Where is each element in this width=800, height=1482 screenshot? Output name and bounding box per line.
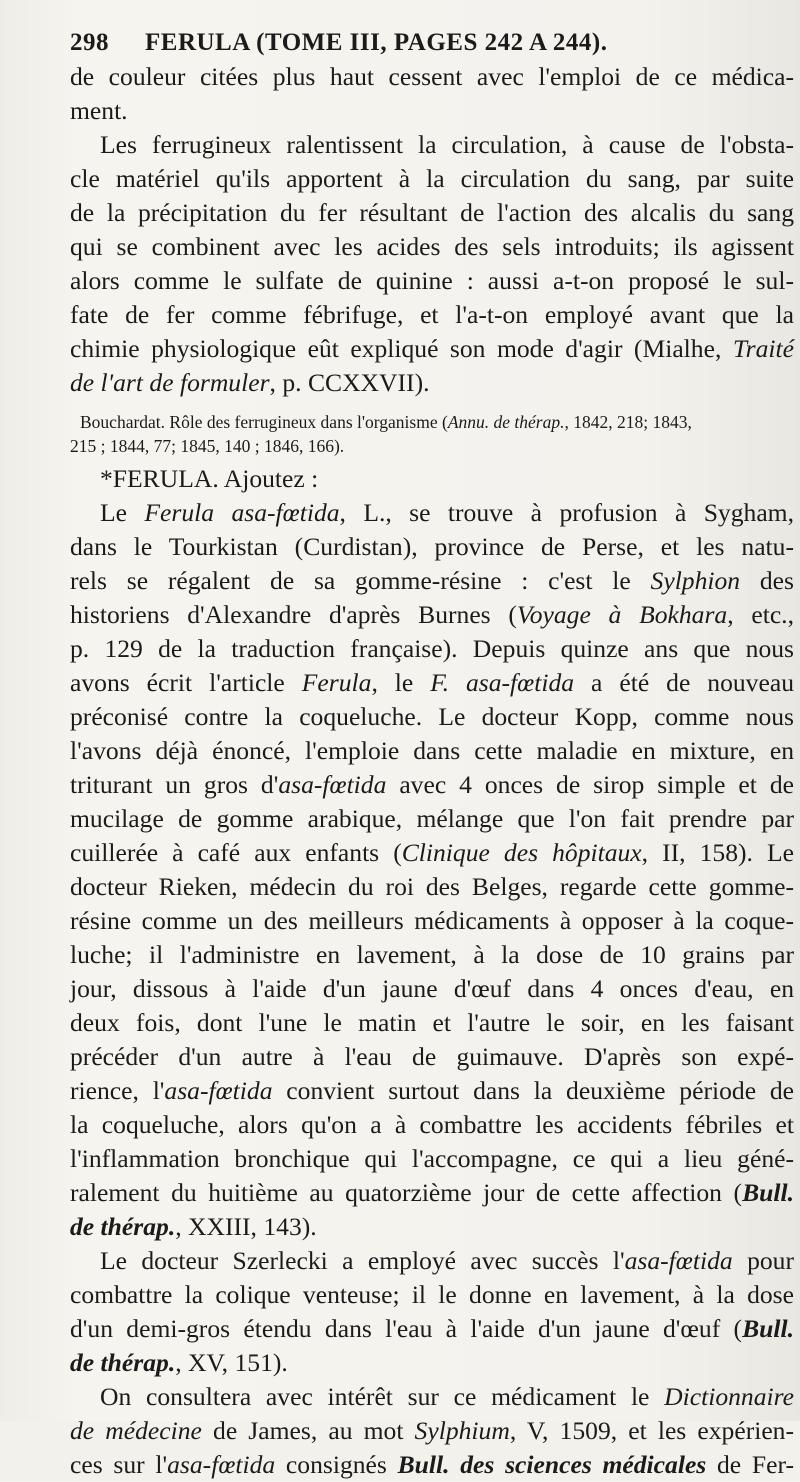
text-line: de médecine de James, au mot Sylphium, V, 1509, et les expérien- [70,1416,795,1445]
bibliography-note [70,410,794,458]
text-line: d'un demi-gros étendu dans l'eau à l'aide d'un jaune d'œuf (Bull. [70,1314,794,1343]
text-line: alors comme le sulfate de quinine : aussi a-t-on proposé le sul- [70,266,794,295]
text-line: dans le Tourkistan (Curdistan), province de Perse, et les natu- [70,532,794,561]
text-line: Le Ferula asa-fœtida, L., se trouve à profusion à Sygham, [100,498,794,527]
text-line: avons écrit l'article Ferula, le F. asa-fœtida a été de nouveau [70,668,794,697]
text-line: rience, l'asa-fœtida convient surtout dans la deuxième période de [70,1076,794,1105]
text-line: rels se régalent de sa gomme-résine : c'est le Sylphion des [70,566,795,595]
text-line: mucilage de gomme arabique, mélange que l'on fait prendre par [70,804,794,833]
text-line: l'avons déjà énoncé, l'emploie dans cette maladie en mixture, en [70,736,794,765]
text-line: l'inflammation bronchique qui l'accompagne, ce qui a lieu géné- [70,1144,794,1173]
text-line: deux fois, dont l'une le matin et l'autre le soir, en les faisant [70,1008,794,1037]
biblio-line: 215 ; 1844, 77; 1845, 140 ; 1846, 166). [70,436,345,456]
text-line: ralement du huitième au quatorzième jour de cette affection (Bull. [70,1178,794,1207]
text-line: ces sur l'asa-fœtida consignés Bull. des sciences médicales de Fer- [70,1450,794,1479]
paragraph-ferrugineux [70,128,794,400]
text-line: fate de fer comme fébrifuge, et l'a-t-on employé avant que la [70,300,794,329]
text-line: triturant un gros d'asa-fœtida avec 4 onces de sirop simple et de [70,770,794,799]
text-line: la coqueluche, alors qu'on a à combattre les accidents fébriles et [70,1110,794,1139]
text-line: de l'art de formuler, p. CCXXVII). [70,368,430,397]
text-line: luche; il l'administre en lavement, à la dose de 10 grains par [70,940,794,969]
text-line: de la précipitation du fer résultant de l'action des alcalis du sang [70,198,794,227]
text-line: de thérap., XV, 151). [70,1348,288,1377]
text-line: On consultera avec intérêt sur ce médicament le Dictionnaire [100,1382,794,1411]
text-line: p. 129 de la traduction française). Depuis quinze ans que nous [70,634,794,663]
text-line: ment. [70,96,128,125]
text-line: résine comme un des meilleurs médicaments à opposer à la coque- [70,906,794,935]
text-line: cuillerée à café aux enfants (Clinique des hôpitaux, II, 158). Le [70,838,794,867]
paragraph-continuation [70,60,794,128]
text-line: docteur Rieken, médecin du roi des Belges, regarde cette gomme- [70,872,794,901]
text-line: de couleur citées plus haut cessent avec l'emploi de ce médica- [70,62,794,91]
biblio-line: Bouchardat. Rôle des ferrugineux dans l'organisme (Annu. de thérap., 1842, 218; 1843, [80,412,692,432]
text-line: précéder d'un autre à l'eau de guimauve. D'après son expé- [70,1042,794,1071]
text-line: chimie physiologique eût expliqué son mode d'agir (Mialhe, Traité [70,334,794,363]
text-line: Les ferrugineux ralentissent la circulation, à cause de l'obsta- [100,130,794,159]
text-line: jour, dissous à l'aide d'un jaune d'œuf dans 4 onces d'eau, en [70,974,794,1003]
text-line: combattre la colique venteuse; il le donne en lavement, à la dose [70,1280,794,1309]
text-line: cle matériel qu'ils apportent à la circulation du sang, par suite [70,164,794,193]
text-line: de thérap., XXIII, 143). [70,1212,317,1241]
text-line: Le docteur Szerlecki a employé avec succès l'asa-fœtida pour [100,1246,794,1275]
text-line: historiens d'Alexandre d'après Burnes (Voyage à Bokhara, etc., [70,600,794,629]
paragraph-asa-foetida [70,496,794,1244]
paragraph-consultera [70,1380,794,1482]
section-heading: *FERULA. Ajoutez : [100,464,319,493]
text-line: qui se combinent avec les acides des sels introduits; ils agissent [70,232,794,261]
page-number: 298 [70,29,109,56]
text-line: préconisé contre la coqueluche. Le docteur Kopp, comme nous [70,702,794,731]
paragraph-szerlecki [70,1244,794,1380]
running-head: FERULA (TOME III, PAGES 242 A 244). [145,29,608,56]
page-header [70,26,794,60]
